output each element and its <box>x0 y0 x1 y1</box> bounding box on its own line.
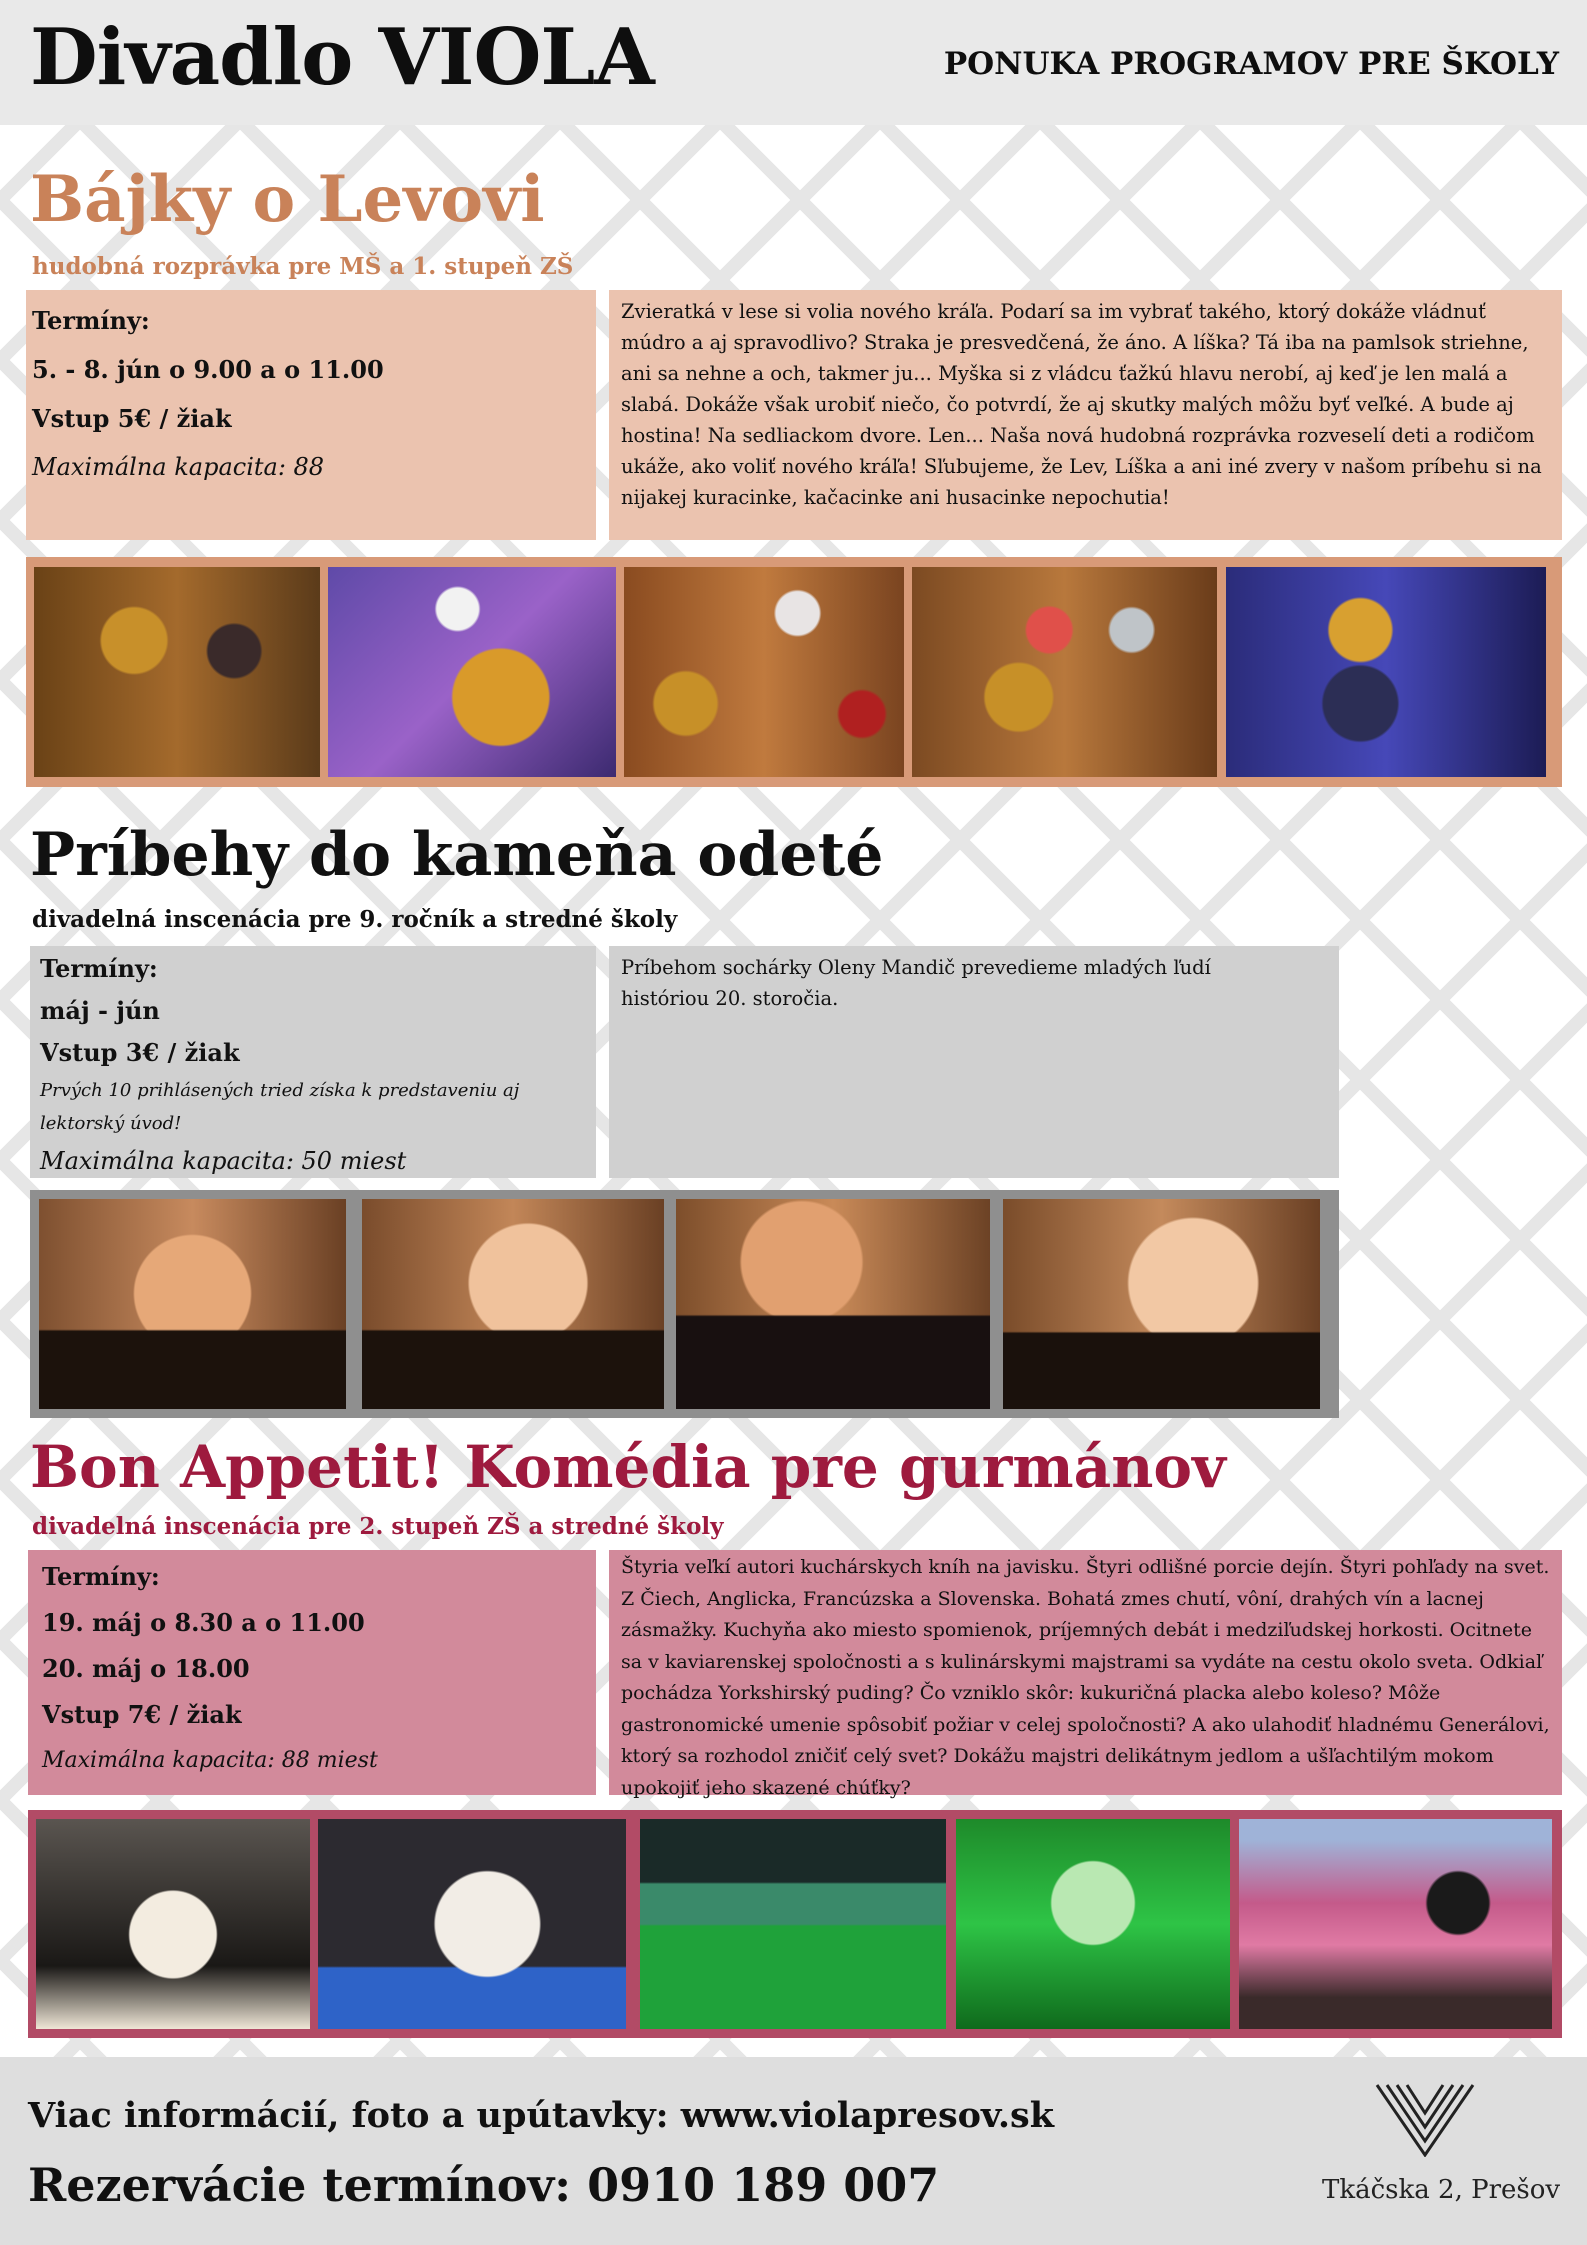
section-title: Príbehy do kameňa odeté <box>30 820 884 890</box>
price-line: Vstup 5€ / žiak <box>32 404 232 433</box>
terms-label: Termíny: <box>40 954 158 983</box>
owl-and-lion-photo <box>328 567 616 777</box>
capacity-line: Maximálna kapacita: 50 miest <box>40 1147 407 1175</box>
cooks-group-photo <box>318 1819 626 2029</box>
green-stage-photo <box>640 1819 946 2029</box>
info-panel <box>28 1550 596 1795</box>
section-title: Bon Appetit! Komédia pre gurmánov <box>30 1433 1226 1501</box>
photo-strip <box>28 1810 1562 2038</box>
viola-v-logo-icon <box>1375 2083 1475 2157</box>
description-panel: Zvieratká v lese si volia nového kráľa. Podarí sa im vybrať takého, ktorý dokáže vládnuť múdro a aj spravodlivo? Straka je presvedčená, že áno. A líška? Tá iba na pamlsok striehne, ani sa nehne a och, takmer ju... Myška si z vládcu ťažkú hlavu nerobí, aj keď je len malá a slabá. Dokáže však urobiť niečo, čo potvrdí, že aj skutky malých môžu byť veľké. A bude aj hostina! Na sedliackom dvore. Len... Naša nová hudobná rozprávka rozveselí deti a rodičom ukáže, ako voliť nového kráľa! Sľubujeme, že Lev, Líška a ani iné zvery v našom príbehu si na nijakej kuracinke, kačacinke ani husacinke nepochutia! <box>609 290 1562 540</box>
photo-strip <box>30 1190 1339 1418</box>
lion-and-fox-photo <box>912 567 1217 777</box>
lecture-stage-photo-3 <box>1003 1199 1320 1409</box>
info-panel <box>30 946 596 1178</box>
page-tagline: PONUKA PROGRAMOV PRE ŠKOLY <box>943 46 1559 82</box>
section-title: Bájky o Levovi <box>30 162 545 237</box>
reservation-line: Rezervácie termínov: 0910 189 007 <box>28 2158 940 2212</box>
cooks-with-book-photo <box>36 1819 310 2029</box>
dates-line: máj - jún <box>40 996 160 1025</box>
capacity-line: Maximálna kapacita: 88 <box>32 453 325 481</box>
address-text: Tkáčska 2, Prešov <box>1322 2175 1561 2205</box>
description-panel: Príbehom sochárky Oleny Mandič prevedieme mladých ľudí históriou 20. storočia. <box>609 946 1339 1178</box>
price-line: Vstup 3€ / žiak <box>40 1038 240 1067</box>
description-panel: Štyria veľkí autori kuchárskych kníh na javisku. Štyri odlišné porcie dejín. Štyri pohľady na svet. Z Čiech, Anglicka, Francúzska a Slovenska. Bohatá zmes chutí, vôní, drahých vín a lacnej zásmažky. Kuchyňa ako miesto spomienok, príjemných debát i medziľudskej horkosti. Ocitnete sa v kaviarenskej spoločnosti a s kulinárskymi majstrami sa vydáte na cestu okolo sveta. Odkiaľ pochádza Yorkshirský puding? Čo vzniklo skôr: kukuričná placka alebo koleso? Môže gastronomické umenie spôsobiť požiar v celej spoločnosti? A ako ulahodiť hladnému Generálovi, ktorý sa rozhodol zničiť celý svet? Dokážu majstri delikátnym jedlom a ušľachtilým mokom upokojiť jeho skazené chúťky? <box>609 1550 1562 1795</box>
dates-line: 5. - 8. jún o 9.00 a o 11.00 <box>32 355 384 384</box>
photo-strip <box>26 557 1562 787</box>
capacity-line: Maximálna kapacita: 88 miest <box>42 1748 378 1773</box>
section-subtitle: hudobná rozprávka pre MŠ a 1. stupeň ZŠ <box>32 253 574 280</box>
projection-stage-photo <box>1239 1819 1552 2029</box>
lecture-stage-photo-2 <box>362 1199 664 1409</box>
lion-and-mouse-photo <box>34 567 320 777</box>
lecture-note: Prvých 10 prihlásených tried získa k predstaveniu aj lektorský úvod! <box>40 1080 520 1134</box>
section-subtitle: divadelná inscenácia pre 2. stupeň ZŠ a stredné školy <box>32 1513 724 1540</box>
dates-line: 20. máj o 18.00 <box>42 1654 250 1683</box>
green-dancer-photo <box>956 1819 1230 2029</box>
audience-photo <box>676 1199 990 1409</box>
dates-line: 19. máj o 8.30 a o 11.00 <box>42 1608 365 1637</box>
more-info-line: Viac informácií, foto a upútavky: www.violapresov.sk <box>28 2095 1054 2136</box>
mouse-stage-photo <box>624 567 904 777</box>
lecture-stage-photo-1 <box>39 1199 346 1409</box>
price-line: Vstup 7€ / žiak <box>42 1700 242 1729</box>
terms-label: Termíny: <box>32 306 150 335</box>
info-panel <box>26 290 596 540</box>
brand-title: Divadlo VIOLA <box>30 12 654 103</box>
footer-bar <box>0 2057 1587 2245</box>
section-subtitle: divadelná inscenácia pre 9. ročník a stredné školy <box>32 906 678 933</box>
lion-seated-photo <box>1226 567 1546 777</box>
terms-label: Termíny: <box>42 1562 160 1591</box>
